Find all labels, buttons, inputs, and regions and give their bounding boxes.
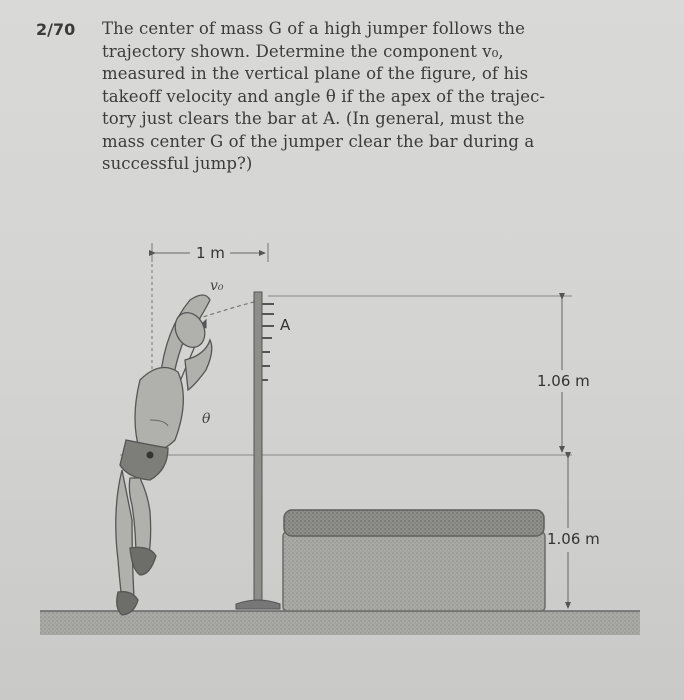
problem-line: measured in the vertical plane of the figure, of his — [102, 64, 529, 83]
problem-line: successful jump?) — [102, 154, 253, 173]
apex-label: A — [280, 316, 291, 334]
problem-line: tory just clears the bar at A. (In general, must the — [102, 109, 525, 128]
problem-line: trajectory shown. Determine the component v₀, — [102, 41, 504, 61]
high-jump-standard — [236, 292, 280, 609]
center-of-mass-point — [147, 452, 154, 459]
landing-mat — [283, 510, 545, 611]
problem-line: The center of mass G of a high jumper follows the — [102, 19, 526, 38]
velocity-label: v₀ — [210, 278, 224, 294]
problem-line: takeoff velocity and angle θ if the apex of the trajec- — [102, 86, 546, 106]
problem-line: mass center G of the jumper clear the bar during a — [102, 131, 535, 151]
lower-height-label: 1.06 m — [547, 530, 600, 548]
ground — [40, 611, 640, 635]
distance-label: 1 m — [196, 244, 225, 262]
problem-number: 2/70 — [36, 20, 76, 39]
angle-label: θ — [202, 411, 211, 427]
upper-height-label: 1.06 m — [537, 372, 590, 390]
